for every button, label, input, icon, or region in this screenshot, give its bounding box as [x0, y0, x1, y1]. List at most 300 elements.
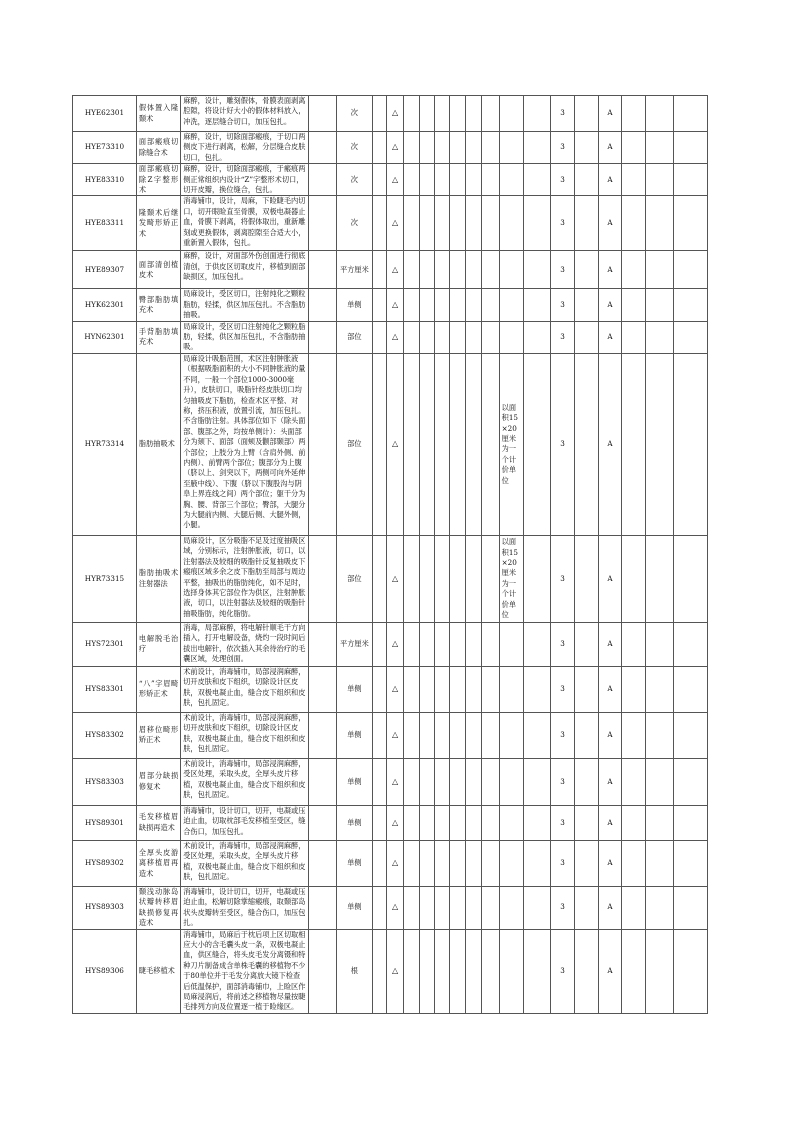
blank-cell	[673, 96, 707, 132]
blank-cell	[465, 622, 481, 666]
blank-cell	[434, 196, 449, 251]
blank-cell	[646, 321, 674, 353]
blank-cell	[420, 805, 434, 840]
blank-cell	[309, 622, 337, 666]
mark-cell: △	[387, 929, 403, 1013]
unit-cell: 单侧	[336, 805, 372, 840]
blank-cell	[622, 622, 646, 666]
item-content-cell: 局麻设计，受区切口，注射纯化之颗粒脂肪，轻揉，供区加压包扎。不含脂肪抽吸。	[181, 289, 309, 321]
level-cell: 3	[551, 886, 575, 929]
level-cell: 3	[551, 289, 575, 321]
blank-cell	[372, 886, 386, 929]
blank-cell	[646, 886, 674, 929]
mark-cell: △	[387, 132, 403, 164]
blank-cell	[450, 805, 465, 840]
blank-cell	[434, 929, 449, 1013]
blank-cell	[434, 353, 449, 535]
grade-cell: A	[598, 535, 622, 622]
table-row	[73, 96, 708, 132]
blank-cell	[403, 96, 419, 132]
grade-cell: A	[598, 132, 622, 164]
blank-cell	[673, 321, 707, 353]
item-content-cell: 消毒铺巾，设计，局麻，下睑睫毛内切口，切开眼睑直至骨膜，双极电凝器止血，骨膜下剥离，将假体取出，重新雕刻或更换假体，剥离腔隙至合适大小，重新置入假体，包扎。	[181, 196, 309, 251]
blank-cell	[622, 758, 646, 805]
blank-cell	[524, 840, 551, 886]
mark-cell: △	[387, 712, 403, 758]
item-code-cell: HYS72301	[73, 622, 137, 666]
blank-cell	[420, 251, 434, 289]
item-content-cell: 麻醉，设计，对面部外伤创面进行彻底清创，于供皮区切取皮片，移植到面部缺损区，加压包扎。	[181, 251, 309, 289]
blank-cell	[574, 132, 598, 164]
item-name-cell: 颞浅动脉岛状瓣转移眉缺损修复再造术	[136, 886, 180, 929]
blank-cell	[482, 666, 500, 712]
blank-cell	[450, 251, 465, 289]
blank-cell	[646, 805, 674, 840]
blank-cell	[465, 758, 481, 805]
blank-cell	[574, 321, 598, 353]
blank-cell	[673, 886, 707, 929]
blank-cell	[420, 353, 434, 535]
item-name-cell: 电解脱毛治疗	[136, 622, 180, 666]
fee-table	[72, 95, 708, 1014]
blank-cell	[465, 666, 481, 712]
blank-cell	[420, 666, 434, 712]
blank-cell	[420, 535, 434, 622]
blank-cell	[622, 712, 646, 758]
blank-cell	[482, 886, 500, 929]
item-code-cell: HYK62301	[73, 289, 137, 321]
blank-cell	[309, 132, 337, 164]
blank-cell	[646, 758, 674, 805]
table-row	[73, 164, 708, 196]
blank-cell	[372, 96, 386, 132]
mark-cell: △	[387, 321, 403, 353]
level-cell: 3	[551, 622, 575, 666]
mark-cell: △	[387, 535, 403, 622]
blank-cell	[524, 805, 551, 840]
item-content-cell: 术前设计，消毒铺巾，局部浸润麻醉，受区处理，采取头皮，全厚头皮片移植，双极电凝止血，缝合皮下组织和皮肤，包扎固定。	[181, 758, 309, 805]
note-cell	[499, 622, 524, 666]
table-row	[73, 132, 708, 164]
item-code-cell: HYE62301	[73, 96, 137, 132]
blank-cell	[309, 353, 337, 535]
blank-cell	[372, 164, 386, 196]
blank-cell	[403, 132, 419, 164]
blank-cell	[309, 758, 337, 805]
level-cell: 3	[551, 929, 575, 1013]
blank-cell	[673, 712, 707, 758]
mark-cell: △	[387, 805, 403, 840]
item-name-cell: 面部瘢痕切除缝合术	[136, 132, 180, 164]
unit-cell: 部位	[336, 321, 372, 353]
blank-cell	[622, 289, 646, 321]
blank-cell	[622, 929, 646, 1013]
blank-cell	[524, 196, 551, 251]
blank-cell	[622, 321, 646, 353]
blank-cell	[524, 622, 551, 666]
table-row	[73, 712, 708, 758]
blank-cell	[524, 929, 551, 1013]
item-code-cell: HYS89302	[73, 840, 137, 886]
blank-cell	[574, 712, 598, 758]
blank-cell	[372, 196, 386, 251]
table-row	[73, 886, 708, 929]
blank-cell	[622, 196, 646, 251]
unit-cell: 次	[336, 164, 372, 196]
blank-cell	[646, 840, 674, 886]
item-content-cell: 麻醉，设计，雕刻假体，骨膜表面剥离腔隙，将设计好大小的假体材料放入，冲洗，逐层缝合切口，加压包扎。	[181, 96, 309, 132]
blank-cell	[450, 164, 465, 196]
blank-cell	[524, 353, 551, 535]
item-code-cell: HYS89301	[73, 805, 137, 840]
item-name-cell: 面部瘢痕切除Z字整形术	[136, 164, 180, 196]
blank-cell	[524, 666, 551, 712]
item-code-cell: HYS89303	[73, 886, 137, 929]
item-content-cell: 麻醉，设计，切除面部瘢痕，于瘢痕两侧正常组织内设计“Z”字整形术切口，切开皮瓣，换位缝合，包扎。	[181, 164, 309, 196]
note-cell	[499, 666, 524, 712]
grade-cell: A	[598, 96, 622, 132]
blank-cell	[450, 758, 465, 805]
blank-cell	[420, 321, 434, 353]
blank-cell	[372, 758, 386, 805]
blank-cell	[309, 196, 337, 251]
blank-cell	[574, 805, 598, 840]
blank-cell	[372, 929, 386, 1013]
table-row	[73, 353, 708, 535]
grade-cell: A	[598, 251, 622, 289]
blank-cell	[372, 353, 386, 535]
blank-cell	[524, 712, 551, 758]
item-code-cell: HYN62301	[73, 321, 137, 353]
item-content-cell: 麻醉，设计，切除面部瘢痕，于切口两侧皮下进行剥离，松解，分层缝合皮肤切口，包扎。	[181, 132, 309, 164]
blank-cell	[673, 666, 707, 712]
note-cell	[499, 132, 524, 164]
mark-cell: △	[387, 840, 403, 886]
blank-cell	[450, 622, 465, 666]
table-row	[73, 666, 708, 712]
blank-cell	[450, 96, 465, 132]
blank-cell	[524, 132, 551, 164]
blank-cell	[403, 353, 419, 535]
blank-cell	[309, 666, 337, 712]
blank-cell	[434, 712, 449, 758]
blank-cell	[673, 251, 707, 289]
blank-cell	[309, 96, 337, 132]
unit-cell: 根	[336, 929, 372, 1013]
blank-cell	[403, 666, 419, 712]
level-cell: 3	[551, 251, 575, 289]
item-name-cell: 脂肪抽吸术	[136, 353, 180, 535]
blank-cell	[574, 886, 598, 929]
blank-cell	[646, 666, 674, 712]
level-cell: 3	[551, 840, 575, 886]
item-name-cell: 臀部脂肪填充术	[136, 289, 180, 321]
blank-cell	[465, 535, 481, 622]
item-name-cell: 隆颞术后继发畸形矫正术	[136, 196, 180, 251]
unit-cell: 部位	[336, 535, 372, 622]
blank-cell	[673, 805, 707, 840]
level-cell: 3	[551, 353, 575, 535]
note-cell	[499, 929, 524, 1013]
blank-cell	[482, 929, 500, 1013]
blank-cell	[420, 929, 434, 1013]
blank-cell	[465, 321, 481, 353]
blank-cell	[465, 886, 481, 929]
item-code-cell: HYS83303	[73, 758, 137, 805]
item-content-cell: 消毒铺巾，设计切口，切开，电凝或压迫止血，切取枕部毛发移植至受区，缝合伤口，加压包扎。	[181, 805, 309, 840]
item-content-cell: 局麻设计吸脂范围，术区注射肿胀液（根据吸脂面积的大小不同肿胀液的量不同，一般一个部位1000-3000毫升），皮肤切口，吸脂针经皮肤切口均匀抽吸皮下脂肪，检查术区平整、对称，挤压积液，放置引流，加压包扎。不含脂肪注射。具体部位如下（除头面部、腹部之外，均按单侧计）：头面部分为颏下、面部（面颊及颧部颞部）两个部位；上肢分为上臂（含肩外侧、前内侧）、前臂两个部位；腹部分为上腹（脐以上、剑突以下，两侧可向外延伸至腋中线）、下腹（脐以下腹股沟与阴阜上界连线之间）两个部位；躯干分为胸、腰、背部三个部位；臀部，大腿分为大腿前内侧、大腿后侧、大腿外侧，小腿。	[181, 353, 309, 535]
blank-cell	[450, 196, 465, 251]
unit-cell: 部位	[336, 353, 372, 535]
item-code-cell: HYE73310	[73, 132, 137, 164]
grade-cell: A	[598, 289, 622, 321]
blank-cell	[434, 805, 449, 840]
blank-cell	[434, 96, 449, 132]
blank-cell	[434, 321, 449, 353]
mark-cell: △	[387, 196, 403, 251]
blank-cell	[450, 535, 465, 622]
blank-cell	[524, 289, 551, 321]
item-code-cell: HYE83310	[73, 164, 137, 196]
grade-cell: A	[598, 321, 622, 353]
item-content-cell: 术前设计，消毒铺巾，局部浸润麻醉，切开皮肤和皮下组织，切除设计区皮肤，双极电凝止血，缝合皮下组织和皮肤，包扎固定。	[181, 666, 309, 712]
blank-cell	[673, 929, 707, 1013]
note-cell	[499, 712, 524, 758]
blank-cell	[450, 840, 465, 886]
blank-cell	[524, 251, 551, 289]
item-content-cell: 消毒铺巾，局麻后于枕后项上区切取相应大小的含毛囊头皮一条，双极电凝止血，供区缝合，将头皮毛发分离镊和特种刀片制备成含单株毛囊的移植物不少于80单位并于毛发分离放大镜下检查后低温保护，面部消毒铺巾，上睑区作局麻浸润后，将前述之移植物尽量按睫毛排列方向及位置逐一植于睑缘区。	[181, 929, 309, 1013]
blank-cell	[524, 535, 551, 622]
grade-cell: A	[598, 353, 622, 535]
blank-cell	[309, 321, 337, 353]
blank-cell	[465, 96, 481, 132]
blank-cell	[420, 164, 434, 196]
note-cell	[499, 758, 524, 805]
blank-cell	[646, 196, 674, 251]
unit-cell: 单侧	[336, 840, 372, 886]
blank-cell	[434, 535, 449, 622]
blank-cell	[646, 96, 674, 132]
blank-cell	[403, 196, 419, 251]
mark-cell: △	[387, 666, 403, 712]
level-cell: 3	[551, 666, 575, 712]
level-cell: 3	[551, 132, 575, 164]
blank-cell	[450, 321, 465, 353]
blank-cell	[420, 840, 434, 886]
blank-cell	[434, 666, 449, 712]
blank-cell	[646, 535, 674, 622]
blank-cell	[434, 758, 449, 805]
blank-cell	[372, 289, 386, 321]
grade-cell: A	[598, 929, 622, 1013]
level-cell: 3	[551, 321, 575, 353]
blank-cell	[465, 164, 481, 196]
item-content-cell: 消毒，局部麻醉，将电解针顺毛干方向插入，打开电解设备，烧灼一段时间后拔出电解针，依次插入其余待治疗的毛囊区域，处理创面。	[181, 622, 309, 666]
blank-cell	[403, 289, 419, 321]
item-code-cell: HYE89307	[73, 251, 137, 289]
blank-cell	[622, 251, 646, 289]
level-cell: 3	[551, 196, 575, 251]
blank-cell	[403, 929, 419, 1013]
item-code-cell: HYS83301	[73, 666, 137, 712]
blank-cell	[622, 666, 646, 712]
blank-cell	[450, 132, 465, 164]
mark-cell: △	[387, 353, 403, 535]
blank-cell	[482, 164, 500, 196]
blank-cell	[372, 666, 386, 712]
table-row	[73, 840, 708, 886]
table-row	[73, 622, 708, 666]
blank-cell	[673, 289, 707, 321]
blank-cell	[622, 164, 646, 196]
blank-cell	[420, 712, 434, 758]
blank-cell	[622, 886, 646, 929]
blank-cell	[673, 535, 707, 622]
blank-cell	[403, 886, 419, 929]
note-cell	[499, 886, 524, 929]
item-code-cell: HYS89306	[73, 929, 137, 1013]
blank-cell	[465, 251, 481, 289]
blank-cell	[420, 196, 434, 251]
blank-cell	[482, 289, 500, 321]
blank-cell	[420, 96, 434, 132]
blank-cell	[434, 251, 449, 289]
blank-cell	[372, 622, 386, 666]
unit-cell: 单侧	[336, 758, 372, 805]
table-row	[73, 196, 708, 251]
blank-cell	[434, 132, 449, 164]
blank-cell	[622, 535, 646, 622]
unit-cell: 平方厘米	[336, 622, 372, 666]
blank-cell	[450, 929, 465, 1013]
blank-cell	[646, 353, 674, 535]
blank-cell	[646, 251, 674, 289]
note-cell: 以面积15×20厘米为一个计价单位	[499, 535, 524, 622]
item-name-cell: “八”字眉畸形矫正术	[136, 666, 180, 712]
blank-cell	[482, 712, 500, 758]
blank-cell	[434, 289, 449, 321]
blank-cell	[450, 712, 465, 758]
blank-cell	[482, 622, 500, 666]
table-row	[73, 251, 708, 289]
blank-cell	[309, 886, 337, 929]
item-name-cell: 面部清创植皮术	[136, 251, 180, 289]
blank-cell	[574, 840, 598, 886]
blank-cell	[482, 840, 500, 886]
blank-cell	[646, 622, 674, 666]
item-code-cell: HYR73315	[73, 535, 137, 622]
blank-cell	[372, 251, 386, 289]
grade-cell: A	[598, 196, 622, 251]
note-cell	[499, 196, 524, 251]
blank-cell	[403, 758, 419, 805]
blank-cell	[646, 164, 674, 196]
blank-cell	[574, 164, 598, 196]
item-code-cell: HYE83311	[73, 196, 137, 251]
table-row	[73, 929, 708, 1013]
blank-cell	[574, 96, 598, 132]
blank-cell	[574, 758, 598, 805]
blank-cell	[574, 666, 598, 712]
blank-cell	[403, 251, 419, 289]
mark-cell: △	[387, 96, 403, 132]
blank-cell	[673, 840, 707, 886]
unit-cell: 单侧	[336, 666, 372, 712]
blank-cell	[622, 805, 646, 840]
blank-cell	[482, 805, 500, 840]
item-content-cell: 局麻设计，区分吸脂不足及过度抽吸区域，分别标示，注射肿胀液，切口，以注射器法及较细的吸脂针反复抽吸皮下瘢痕区域多余之皮下脂肪至局部与周边平整，抽吸出的脂肪纯化，如不足时，选择身体其它部位作为供区，注射肿胀液，切口，以注射器法及较细的吸脂针抽吸脂肪，纯化脂肪。	[181, 535, 309, 622]
blank-cell	[403, 321, 419, 353]
mark-cell: △	[387, 164, 403, 196]
blank-cell	[465, 289, 481, 321]
level-cell: 3	[551, 805, 575, 840]
blank-cell	[434, 840, 449, 886]
grade-cell: A	[598, 622, 622, 666]
grade-cell: A	[598, 886, 622, 929]
blank-cell	[673, 196, 707, 251]
blank-cell	[372, 321, 386, 353]
blank-cell	[673, 164, 707, 196]
blank-cell	[372, 712, 386, 758]
blank-cell	[403, 805, 419, 840]
blank-cell	[622, 353, 646, 535]
blank-cell	[372, 805, 386, 840]
blank-cell	[524, 321, 551, 353]
item-content-cell: 术前设计，消毒铺巾，局部浸润麻醉，切开皮肤和皮下组织，切除设计区皮肤，双极电凝止血，缝合皮下组织和皮肤，包扎固定。	[181, 712, 309, 758]
blank-cell	[434, 622, 449, 666]
blank-cell	[450, 666, 465, 712]
table-row	[73, 805, 708, 840]
blank-cell	[465, 132, 481, 164]
blank-cell	[482, 132, 500, 164]
item-content-cell: 术前设计，消毒铺巾，局部浸润麻醉，受区处理，采取头皮，全厚头皮片移植，双极电凝止血，缝合皮下组织和皮肤，包扎固定。	[181, 840, 309, 886]
grade-cell: A	[598, 666, 622, 712]
blank-cell	[372, 535, 386, 622]
blank-cell	[646, 132, 674, 164]
blank-cell	[420, 622, 434, 666]
blank-cell	[574, 353, 598, 535]
blank-cell	[482, 535, 500, 622]
mark-cell: △	[387, 289, 403, 321]
item-name-cell: 眉移位畸形矫正术	[136, 712, 180, 758]
blank-cell	[309, 929, 337, 1013]
unit-cell: 单侧	[336, 886, 372, 929]
mark-cell: △	[387, 886, 403, 929]
blank-cell	[309, 840, 337, 886]
blank-cell	[622, 840, 646, 886]
blank-cell	[434, 164, 449, 196]
note-cell	[499, 96, 524, 132]
item-name-cell: 眉部分缺损修复术	[136, 758, 180, 805]
item-content-cell: 局麻设计，受区切口注射纯化之颗粒脂肪，轻揉，供区加压包扎，不含脂肪抽吸。	[181, 321, 309, 353]
level-cell: 3	[551, 96, 575, 132]
blank-cell	[524, 96, 551, 132]
table-row	[73, 321, 708, 353]
blank-cell	[403, 535, 419, 622]
blank-cell	[673, 622, 707, 666]
item-name-cell: 脂肪抽吸术注射器法	[136, 535, 180, 622]
blank-cell	[574, 289, 598, 321]
blank-cell	[574, 196, 598, 251]
blank-cell	[465, 196, 481, 251]
blank-cell	[574, 622, 598, 666]
unit-cell: 单侧	[336, 712, 372, 758]
item-name-cell: 全厚头皮游离移植眉再造术	[136, 840, 180, 886]
blank-cell	[420, 132, 434, 164]
blank-cell	[420, 758, 434, 805]
item-name-cell: 手背脂肪填充术	[136, 321, 180, 353]
mark-cell: △	[387, 622, 403, 666]
